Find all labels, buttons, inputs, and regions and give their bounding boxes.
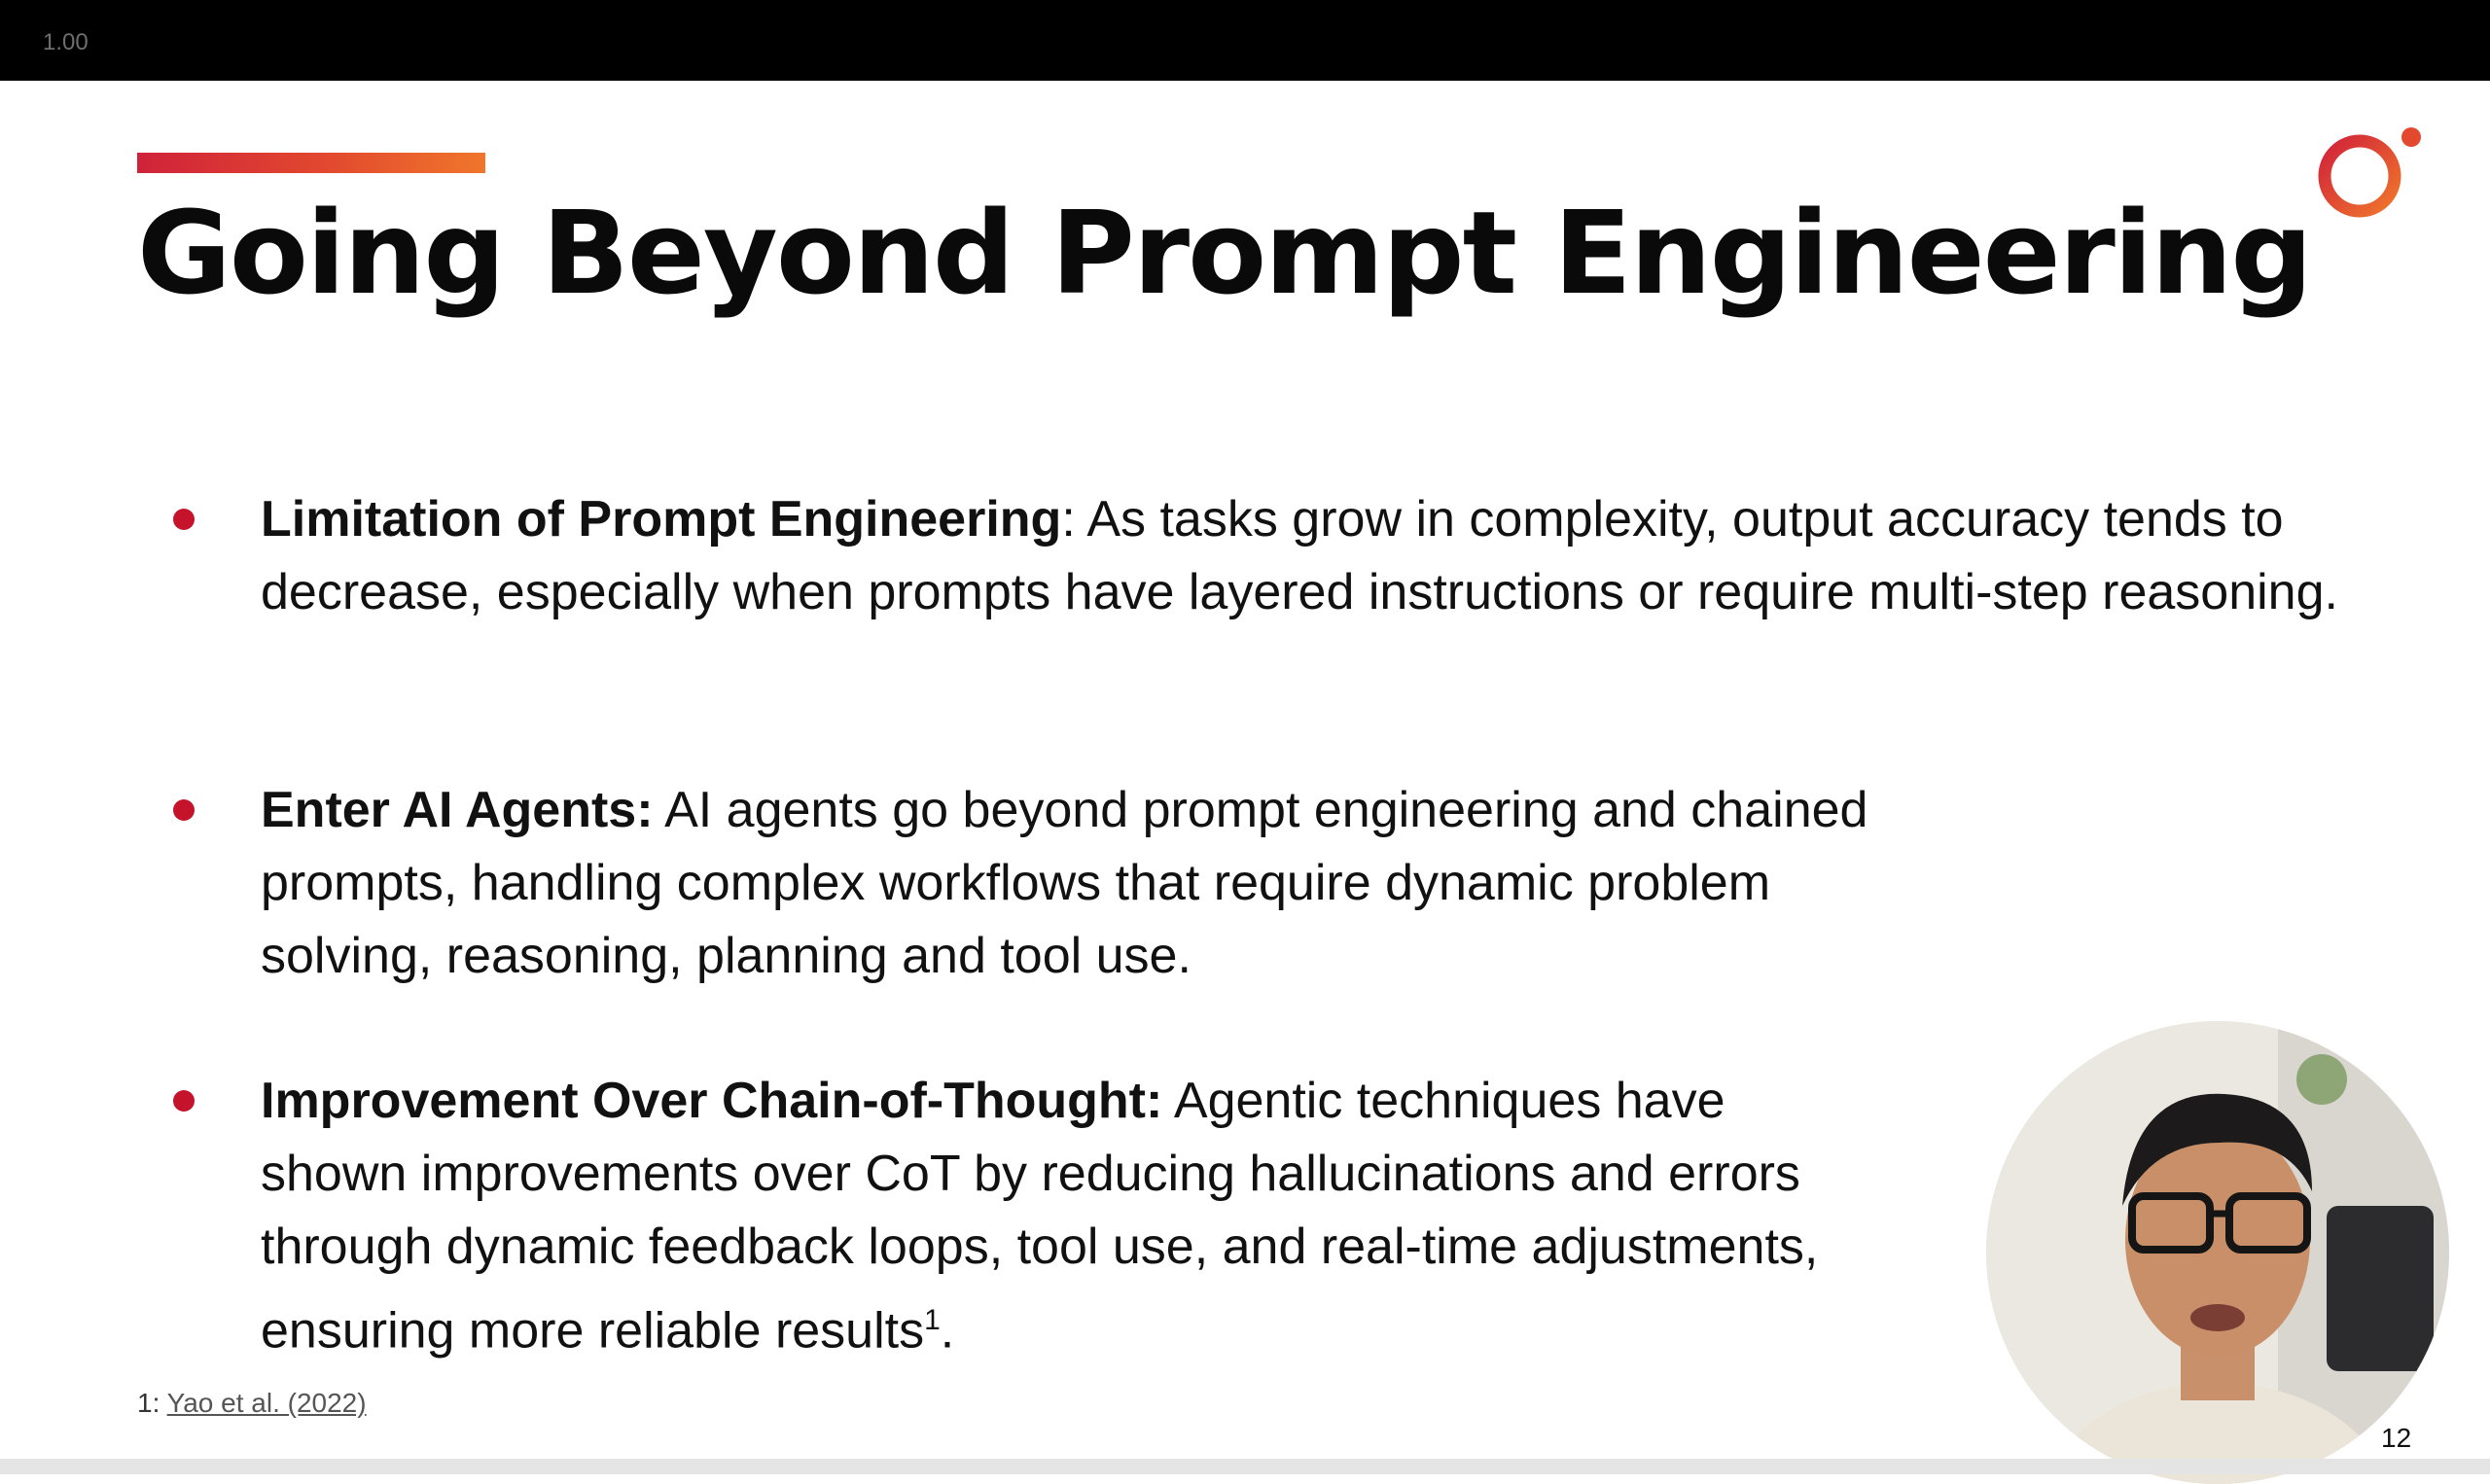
page-number: 12 — [2381, 1423, 2412, 1453]
bullet-end: . — [940, 1302, 955, 1360]
bullet-text — [261, 774, 1914, 993]
bullet-heading: Improvement Over Chain-of-Thought: — [261, 1073, 1163, 1129]
footnote-marker: 1 — [924, 1304, 941, 1336]
bullet-text — [261, 483, 2371, 629]
slide — [0, 81, 2490, 1459]
bullet-body: AI agents go beyond prompt engineering and chained prompts, handling complex workflows that require dynamic problem solving, reasoning, planning and tool use. — [261, 782, 1868, 984]
footnote-link[interactable]: Yao et al. (2022) — [166, 1388, 367, 1418]
presenter-webcam-icon — [1986, 1021, 2449, 1484]
bullet-heading: Enter AI Agents: — [261, 782, 654, 838]
presenter-video — [1986, 1021, 2449, 1484]
bullet-heading: Limitation of Prompt Engineering — [261, 491, 1062, 548]
footnote — [137, 1388, 367, 1419]
slide-title: Going Beyond Prompt Engineering — [137, 186, 2311, 320]
player-bottom-strip — [0, 1459, 2490, 1474]
footnote-prefix: 1: — [137, 1388, 167, 1418]
bullet-body: Agentic techniques have shown improvements over CoT by reducing hallucinations and errors through dynamic feedback loops, tool use, and real-time adjustments, ensuring more reliable results — [261, 1073, 1819, 1360]
bullet-dot-icon — [173, 1090, 195, 1112]
bullet-text — [261, 1065, 1836, 1367]
bullet-body: : As tasks grow in complexity, output accuracy tends to decrease, especially when prompts have layered instructions or require multi-step reasoning. — [261, 491, 2338, 620]
zoom-level[interactable]: 1.00 — [43, 29, 89, 55]
player-top-bar — [0, 0, 2490, 81]
bullet-dot-icon — [173, 799, 195, 821]
bullet-dot-icon — [173, 509, 195, 530]
